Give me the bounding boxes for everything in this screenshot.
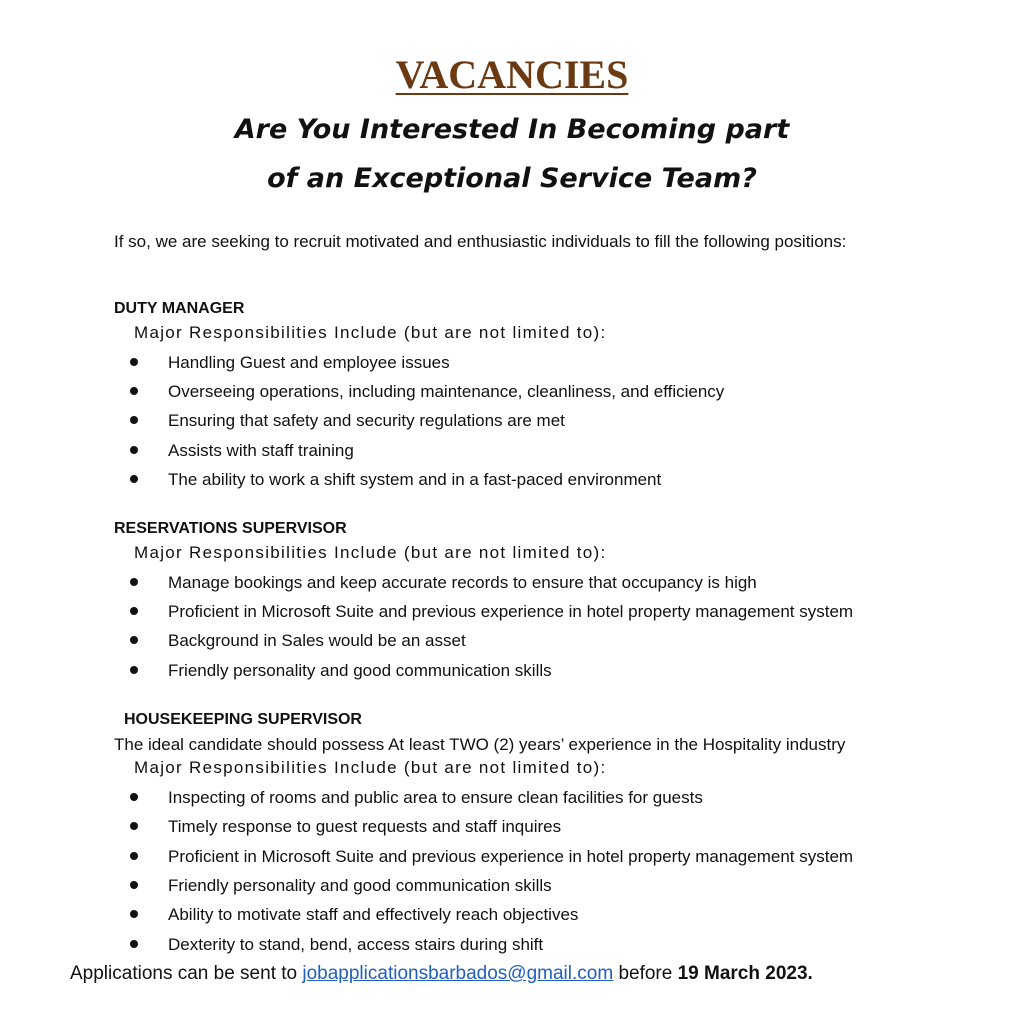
list-item-text: The ability to work a shift system and in a fast-paced environment (168, 470, 662, 489)
list-item (130, 411, 565, 431)
intro-text: If so, we are seeking to recruit motivated and enthusiastic individuals to fill the following positions: (114, 232, 847, 251)
position-heading-reservations-supervisor: RESERVATIONS SUPERVISOR (114, 520, 347, 537)
list-item-text: Handling Guest and employee issues (168, 353, 450, 372)
bullet-icon (130, 822, 138, 830)
bullet-icon (130, 793, 138, 801)
list-item (130, 631, 466, 651)
responsibilities-intro: Major Responsibilities Include (but are not limited to): (134, 758, 607, 777)
responsibilities-intro: Major Responsibilities Include (but are not limited to): (134, 543, 607, 562)
list-item (130, 602, 853, 622)
bullet-icon (130, 940, 138, 948)
footer-prefix: Applications can be sent to (70, 963, 303, 984)
list-item-text: Assists with staff training (168, 441, 354, 460)
requirement-text: The ideal candidate should possess At least TWO (2) years’ experience in the Hospitality industry (114, 735, 846, 754)
bullet-icon (130, 852, 138, 860)
list-item-text: Proficient in Microsoft Suite and previous experience in hotel property management system (168, 847, 854, 866)
position-heading-housekeeping-supervisor: HOUSEKEEPING SUPERVISOR (124, 711, 362, 728)
list-item (130, 817, 561, 837)
list-item (130, 788, 703, 808)
bullet-icon (130, 636, 138, 644)
page-title-text: VACANCIES (395, 52, 629, 97)
list-item (130, 876, 552, 896)
page-title (0, 52, 1024, 98)
list-item (130, 382, 724, 402)
list-item-text: Friendly personality and good communication skills (168, 661, 552, 680)
application-footer (70, 963, 813, 985)
bullet-icon (130, 446, 138, 454)
subtitle-line-1: Are You Interested In Becoming part (234, 114, 790, 145)
email-link[interactable]: jobapplicationsbarbados@gmail.com (302, 963, 614, 984)
list-item (130, 573, 757, 593)
list-item (130, 935, 543, 955)
bullet-icon (130, 881, 138, 889)
list-item-text: Proficient in Microsoft Suite and previous experience in hotel property management system (168, 602, 854, 621)
list-item (130, 353, 450, 373)
bullet-icon (130, 475, 138, 483)
list-item-text: Timely response to guest requests and staff inquires (168, 817, 562, 836)
list-item-text: Inspecting of rooms and public area to ensure clean facilities for guests (168, 788, 703, 807)
bullet-icon (130, 416, 138, 424)
deadline-date: 19 March 2023. (677, 963, 813, 984)
bullet-icon (130, 578, 138, 586)
list-item-text: Friendly personality and good communication skills (168, 876, 552, 895)
list-item (130, 661, 552, 681)
list-item (130, 441, 354, 461)
subtitle-line-2: of an Exceptional Service Team? (267, 163, 757, 194)
bullet-icon (130, 358, 138, 366)
list-item-text: Ensuring that safety and security regulations are met (168, 411, 565, 430)
list-item-text: Overseeing operations, including maintenance, cleanliness, and efficiency (168, 382, 725, 401)
bullet-icon (130, 387, 138, 395)
footer-middle: before (613, 963, 678, 984)
list-item (130, 905, 578, 925)
bullet-icon (130, 607, 138, 615)
list-item-text: Background in Sales would be an asset (168, 631, 466, 650)
list-item (130, 470, 661, 490)
list-item-text: Manage bookings and keep accurate records to ensure that occupancy is high (168, 573, 757, 592)
list-item (130, 847, 853, 867)
list-item-text: Ability to motivate staff and effectively reach objectives (168, 905, 579, 924)
list-item-text: Dexterity to stand, bend, access stairs during shift (168, 935, 544, 954)
position-heading-duty-manager: DUTY MANAGER (114, 300, 245, 317)
bullet-icon (130, 666, 138, 674)
bullet-icon (130, 910, 138, 918)
responsibilities-intro: Major Responsibilities Include (but are not limited to): (134, 323, 607, 342)
